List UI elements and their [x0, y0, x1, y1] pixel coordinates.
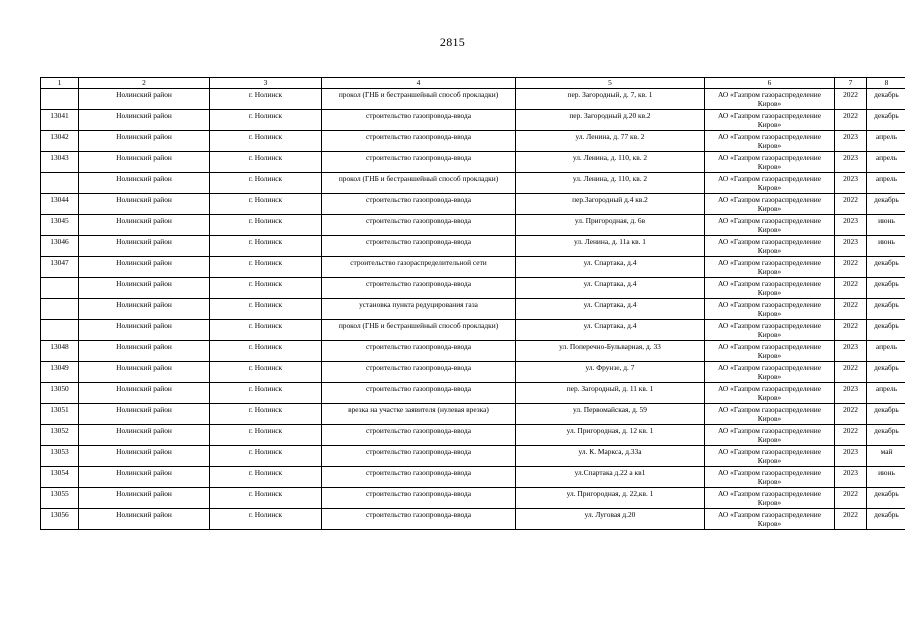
table-row [41, 173, 905, 194]
district-cell: Нолинский район [79, 446, 210, 467]
table-row [41, 362, 905, 383]
year-cell: 2023 [835, 152, 867, 173]
organization-cell: АО «Газпром газораспределение Киров» [705, 215, 835, 236]
month-cell: апрель [867, 173, 905, 194]
row-number-cell: 13051 [41, 404, 79, 425]
row-number-cell: 13053 [41, 446, 79, 467]
district-cell: Нолинский район [79, 173, 210, 194]
table-row [41, 278, 905, 299]
year-cell: 2022 [835, 362, 867, 383]
table-row [41, 110, 905, 131]
table-row [41, 89, 905, 110]
month-cell: декабрь [867, 299, 905, 320]
work-type-cell: врезка на участке заявителя (нулевая врезка) [322, 404, 516, 425]
table-row [41, 320, 905, 341]
year-cell: 2022 [835, 425, 867, 446]
address-cell: пер. Загородный, д. 7, кв. 1 [516, 89, 705, 110]
organization-cell: АО «Газпром газораспределение Киров» [705, 299, 835, 320]
registry-table [40, 77, 905, 530]
work-type-cell: строительство газопровода-ввода [322, 215, 516, 236]
month-cell: декабрь [867, 425, 905, 446]
table-row [41, 215, 905, 236]
district-cell: Нолинский район [79, 89, 210, 110]
settlement-cell: г. Нолинск [210, 467, 322, 488]
table-row [41, 194, 905, 215]
year-cell: 2022 [835, 509, 867, 530]
row-number-cell: 13055 [41, 488, 79, 509]
table-row [41, 446, 905, 467]
month-cell: декабрь [867, 257, 905, 278]
district-cell: Нолинский район [79, 257, 210, 278]
work-type-cell: установка пункта редуцирования газа [322, 299, 516, 320]
row-number-cell [41, 89, 79, 110]
organization-cell: АО «Газпром газораспределение Киров» [705, 467, 835, 488]
work-type-cell: строительство газопровода-ввода [322, 425, 516, 446]
year-cell: 2023 [835, 215, 867, 236]
organization-cell: АО «Газпром газораспределение Киров» [705, 446, 835, 467]
address-cell: ул. Спартака, д.4 [516, 257, 705, 278]
table-row [41, 341, 905, 362]
district-cell: Нолинский район [79, 383, 210, 404]
organization-cell: АО «Газпром газораспределение Киров» [705, 488, 835, 509]
row-number-cell: 13042 [41, 131, 79, 152]
row-number-cell [41, 278, 79, 299]
year-cell: 2023 [835, 446, 867, 467]
year-cell: 2022 [835, 320, 867, 341]
row-number-cell [41, 320, 79, 341]
work-type-cell: строительство газораспределительной сети [322, 257, 516, 278]
year-cell: 2023 [835, 341, 867, 362]
work-type-cell: строительство газопровода-ввода [322, 383, 516, 404]
district-cell: Нолинский район [79, 131, 210, 152]
month-cell: декабрь [867, 488, 905, 509]
work-type-cell: строительство газопровода-ввода [322, 110, 516, 131]
settlement-cell: г. Нолинск [210, 383, 322, 404]
work-type-cell: строительство газопровода-ввода [322, 236, 516, 257]
column-header: 6 [705, 78, 835, 89]
column-header: 4 [322, 78, 516, 89]
row-number-cell: 13052 [41, 425, 79, 446]
table-row [41, 257, 905, 278]
organization-cell: АО «Газпром газораспределение Киров» [705, 404, 835, 425]
settlement-cell: г. Нолинск [210, 341, 322, 362]
row-number-cell: 13044 [41, 194, 79, 215]
work-type-cell: строительство газопровода-ввода [322, 194, 516, 215]
organization-cell: АО «Газпром газораспределение Киров» [705, 341, 835, 362]
work-type-cell: прокол (ГНБ и бестраншейный способ прокладки) [322, 173, 516, 194]
district-cell: Нолинский район [79, 299, 210, 320]
settlement-cell: г. Нолинск [210, 320, 322, 341]
organization-cell: АО «Газпром газораспределение Киров» [705, 131, 835, 152]
address-cell: ул. Ленина, д. 110, кв. 2 [516, 173, 705, 194]
table-row [41, 467, 905, 488]
row-number-cell: 13045 [41, 215, 79, 236]
month-cell: декабрь [867, 194, 905, 215]
district-cell: Нолинский район [79, 362, 210, 383]
organization-cell: АО «Газпром газораспределение Киров» [705, 194, 835, 215]
address-cell: ул. К. Маркса, д.33а [516, 446, 705, 467]
month-cell: декабрь [867, 404, 905, 425]
organization-cell: АО «Газпром газораспределение Киров» [705, 152, 835, 173]
year-cell: 2022 [835, 488, 867, 509]
header-row [41, 78, 905, 89]
column-header: 8 [867, 78, 905, 89]
table-row [41, 488, 905, 509]
address-cell: пер.Загородный д.4 кв.2 [516, 194, 705, 215]
settlement-cell: г. Нолинск [210, 152, 322, 173]
address-cell: ул. Пригородная, д. 22,кв. 1 [516, 488, 705, 509]
table-row [41, 383, 905, 404]
address-cell: ул. Спартака, д.4 [516, 299, 705, 320]
address-cell: ул. Ленина, д. 11а кв. 1 [516, 236, 705, 257]
settlement-cell: г. Нолинск [210, 278, 322, 299]
organization-cell: АО «Газпром газораспределение Киров» [705, 236, 835, 257]
work-type-cell: строительство газопровода-ввода [322, 509, 516, 530]
row-number-cell: 13046 [41, 236, 79, 257]
district-cell: Нолинский район [79, 152, 210, 173]
settlement-cell: г. Нолинск [210, 446, 322, 467]
address-cell: ул.Спартака д.22 а кв1 [516, 467, 705, 488]
table-row [41, 131, 905, 152]
row-number-cell: 13048 [41, 341, 79, 362]
address-cell: пер. Загородный, д. 11 кв. 1 [516, 383, 705, 404]
year-cell: 2022 [835, 110, 867, 131]
row-number-cell: 13047 [41, 257, 79, 278]
table-row [41, 236, 905, 257]
column-header: 3 [210, 78, 322, 89]
address-cell: ул. Поперечно-Бульварная, д. 33 [516, 341, 705, 362]
address-cell: ул. Ленина, д. 77 кв. 2 [516, 131, 705, 152]
row-number-cell: 13049 [41, 362, 79, 383]
table-body [41, 89, 905, 530]
address-cell: пер. Загородный д.20 кв.2 [516, 110, 705, 131]
address-cell: ул. Пригородная, д. 6в [516, 215, 705, 236]
organization-cell: АО «Газпром газораспределение Киров» [705, 320, 835, 341]
organization-cell: АО «Газпром газораспределение Киров» [705, 278, 835, 299]
month-cell: апрель [867, 341, 905, 362]
work-type-cell: строительство газопровода-ввода [322, 131, 516, 152]
year-cell: 2023 [835, 467, 867, 488]
address-cell: ул. Фрунзе, д. 7 [516, 362, 705, 383]
organization-cell: АО «Газпром газораспределение Киров» [705, 509, 835, 530]
month-cell: декабрь [867, 320, 905, 341]
address-cell: ул. Луговая д.20 [516, 509, 705, 530]
month-cell: июнь [867, 467, 905, 488]
settlement-cell: г. Нолинск [210, 488, 322, 509]
year-cell: 2022 [835, 89, 867, 110]
month-cell: май [867, 446, 905, 467]
work-type-cell: строительство газопровода-ввода [322, 278, 516, 299]
row-number-cell: 13043 [41, 152, 79, 173]
organization-cell: АО «Газпром газораспределение Киров» [705, 362, 835, 383]
settlement-cell: г. Нолинск [210, 194, 322, 215]
work-type-cell: строительство газопровода-ввода [322, 467, 516, 488]
page-number: 2815 [439, 35, 466, 49]
district-cell: Нолинский район [79, 404, 210, 425]
settlement-cell: г. Нолинск [210, 509, 322, 530]
row-number-cell [41, 173, 79, 194]
table-row [41, 425, 905, 446]
table-header [41, 78, 905, 89]
month-cell: апрель [867, 131, 905, 152]
month-cell: июнь [867, 215, 905, 236]
settlement-cell: г. Нолинск [210, 131, 322, 152]
month-cell: апрель [867, 152, 905, 173]
settlement-cell: г. Нолинск [210, 89, 322, 110]
address-cell: ул. Спартака, д.4 [516, 320, 705, 341]
district-cell: Нолинский район [79, 488, 210, 509]
row-number-cell: 13050 [41, 383, 79, 404]
district-cell: Нолинский район [79, 425, 210, 446]
address-cell: ул. Ленина, д. 110, кв. 2 [516, 152, 705, 173]
district-cell: Нолинский район [79, 467, 210, 488]
year-cell: 2023 [835, 131, 867, 152]
district-cell: Нолинский район [79, 110, 210, 131]
month-cell: декабрь [867, 89, 905, 110]
year-cell: 2022 [835, 299, 867, 320]
table-row [41, 404, 905, 425]
month-cell: декабрь [867, 362, 905, 383]
year-cell: 2023 [835, 383, 867, 404]
district-cell: Нолинский район [79, 194, 210, 215]
address-cell: ул. Первомайская, д. 59 [516, 404, 705, 425]
table-row [41, 509, 905, 530]
organization-cell: АО «Газпром газораспределение Киров» [705, 383, 835, 404]
year-cell: 2023 [835, 236, 867, 257]
settlement-cell: г. Нолинск [210, 110, 322, 131]
settlement-cell: г. Нолинск [210, 362, 322, 383]
column-header: 2 [79, 78, 210, 89]
month-cell: апрель [867, 383, 905, 404]
settlement-cell: г. Нолинск [210, 215, 322, 236]
table-row [41, 152, 905, 173]
work-type-cell: строительство газопровода-ввода [322, 341, 516, 362]
district-cell: Нолинский район [79, 278, 210, 299]
organization-cell: АО «Газпром газораспределение Киров» [705, 89, 835, 110]
row-number-cell: 13041 [41, 110, 79, 131]
row-number-cell: 13056 [41, 509, 79, 530]
column-header: 1 [41, 78, 79, 89]
year-cell: 2022 [835, 257, 867, 278]
settlement-cell: г. Нолинск [210, 404, 322, 425]
address-cell: ул. Спартака, д.4 [516, 278, 705, 299]
organization-cell: АО «Газпром газораспределение Киров» [705, 257, 835, 278]
settlement-cell: г. Нолинск [210, 299, 322, 320]
district-cell: Нолинский район [79, 509, 210, 530]
year-cell: 2022 [835, 278, 867, 299]
settlement-cell: г. Нолинск [210, 257, 322, 278]
organization-cell: АО «Газпром газораспределение Киров» [705, 173, 835, 194]
work-type-cell: строительство газопровода-ввода [322, 446, 516, 467]
column-header: 7 [835, 78, 867, 89]
year-cell: 2022 [835, 194, 867, 215]
work-type-cell: прокол (ГНБ и бестраншейный способ прокладки) [322, 320, 516, 341]
settlement-cell: г. Нолинск [210, 236, 322, 257]
address-cell: ул. Пригородная, д. 12 кв. 1 [516, 425, 705, 446]
district-cell: Нолинский район [79, 215, 210, 236]
row-number-cell: 13054 [41, 467, 79, 488]
month-cell: декабрь [867, 278, 905, 299]
organization-cell: АО «Газпром газораспределение Киров» [705, 110, 835, 131]
year-cell: 2023 [835, 173, 867, 194]
organization-cell: АО «Газпром газораспределение Киров» [705, 425, 835, 446]
district-cell: Нолинский район [79, 341, 210, 362]
month-cell: декабрь [867, 110, 905, 131]
row-number-cell [41, 299, 79, 320]
month-cell: декабрь [867, 509, 905, 530]
district-cell: Нолинский район [79, 236, 210, 257]
work-type-cell: строительство газопровода-ввода [322, 488, 516, 509]
column-header: 5 [516, 78, 705, 89]
work-type-cell: прокол (ГНБ и бестраншейный способ прокладки) [322, 89, 516, 110]
table-row [41, 299, 905, 320]
month-cell: июнь [867, 236, 905, 257]
settlement-cell: г. Нолинск [210, 173, 322, 194]
work-type-cell: строительство газопровода-ввода [322, 362, 516, 383]
year-cell: 2022 [835, 404, 867, 425]
district-cell: Нолинский район [79, 320, 210, 341]
work-type-cell: строительство газопровода-ввода [322, 152, 516, 173]
settlement-cell: г. Нолинск [210, 425, 322, 446]
